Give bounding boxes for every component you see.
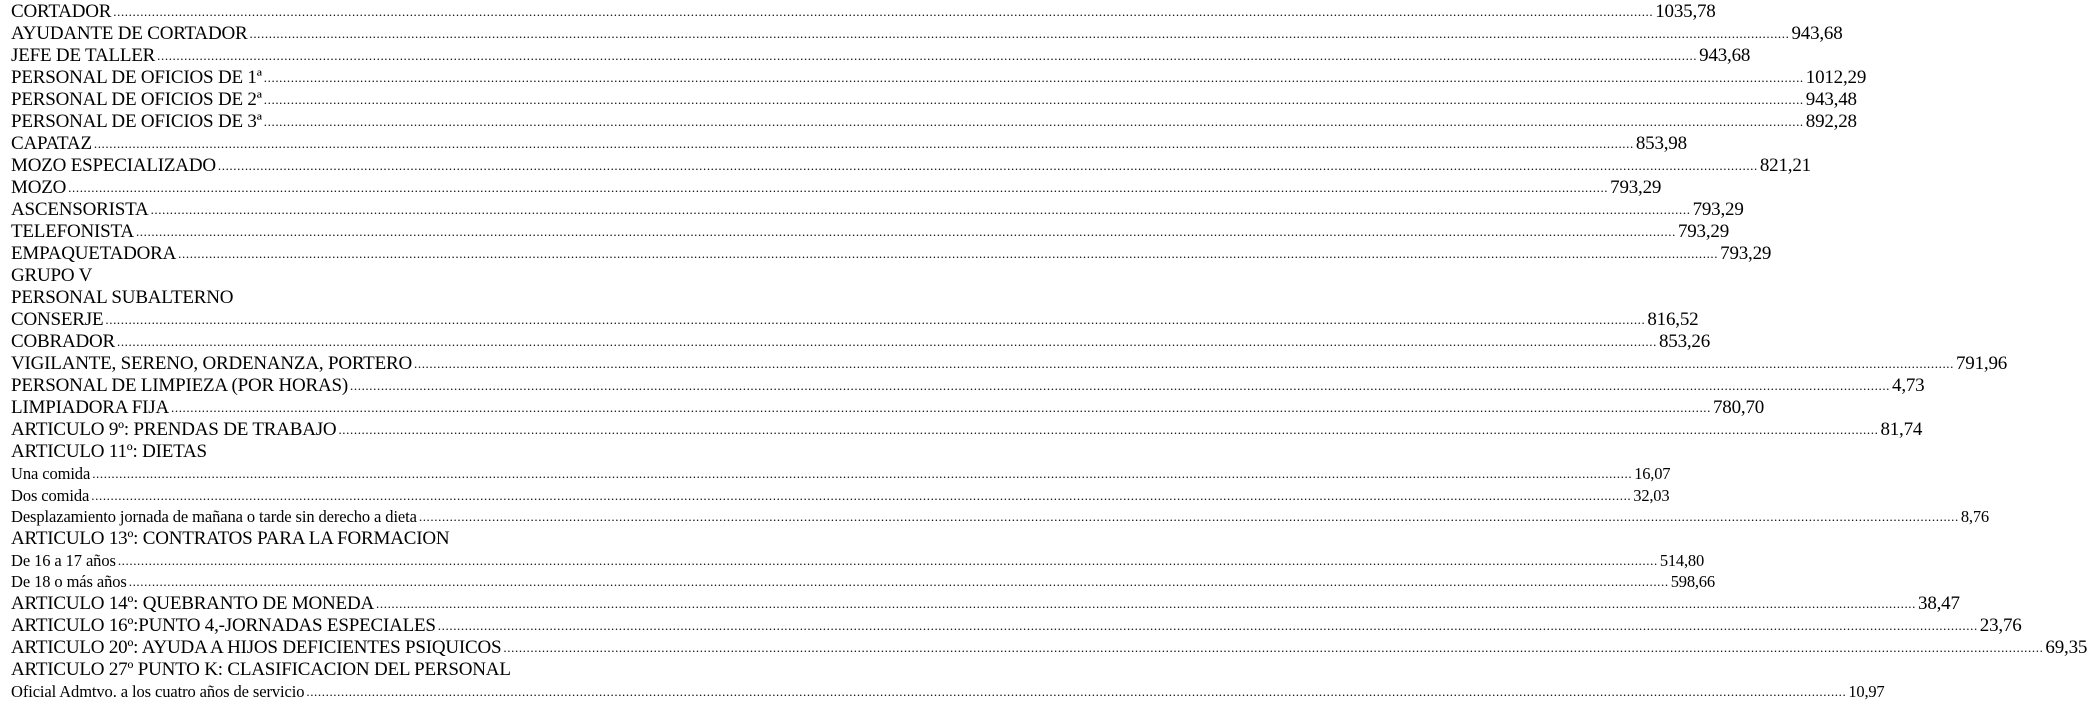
dot-leader: ................................................................................................................................................................................................................................................................................................................................................................................................................ xyxy=(92,466,1633,481)
section-heading xyxy=(11,265,645,287)
dot-leader: ................................................................................................................................................................................................................................................................................................................................................................................................................ xyxy=(150,202,1691,217)
dot-leader: ................................................................................................................................................................................................................................................................................................................................................................................................................ xyxy=(171,400,1711,415)
row-value: 1012,29 xyxy=(1805,67,1867,88)
dot-leader: ................................................................................................................................................................................................................................................................................................................................................................................................................ xyxy=(338,422,1879,437)
row-value: 1035,78 xyxy=(1655,1,1716,22)
row-label: ARTICULO 9º: PRENDAS DE TRABAJO xyxy=(11,419,337,440)
row-label: Desplazamiento jornada de mañana o tarde sin derecho a dieta xyxy=(11,507,417,527)
row-label: ARTICULO 20º: AYUDA A HIJOS DEFICIENTES PSIQUICOS xyxy=(11,636,502,658)
section-heading xyxy=(11,659,645,681)
row-label: PERSONAL DE OFICIOS DE 1ª xyxy=(11,67,262,88)
row-label: ARTICULO 16º:PUNTO 4,-JORNADAS ESPECIALES xyxy=(11,614,436,636)
row-value: 514,80 xyxy=(1659,550,1704,570)
row-label: ARTICULO 11º: DIETAS xyxy=(11,441,207,462)
row-label: COBRADOR xyxy=(11,331,115,352)
row-value: 23,76 xyxy=(1979,614,2022,636)
row-label: ARTICULO 13º: CONTRATOS PARA LA FORMACION xyxy=(11,527,450,549)
section-heading xyxy=(11,528,645,550)
row-label: De 18 o más años xyxy=(11,572,127,592)
dot-leader: ................................................................................................................................................................................................................................................................................................................................................................................................................ xyxy=(135,224,1676,239)
row-label: MOZO ESPECIALIZADO xyxy=(11,155,216,176)
dot-leader: ................................................................................................................................................................................................................................................................................................................................................................................................................ xyxy=(113,4,1654,19)
row-value: 793,29 xyxy=(1692,199,1744,220)
row-value: 892,28 xyxy=(1805,111,1857,132)
row-value: 821,21 xyxy=(1759,155,1811,176)
row-value: 793,29 xyxy=(1610,177,1662,198)
section-heading xyxy=(11,287,645,309)
table-row xyxy=(11,571,1715,593)
row-label: ARTICULO 27º PUNTO K: CLASIFICACION DEL PERSONAL xyxy=(11,658,511,680)
dot-leader: ................................................................................................................................................................................................................................................................................................................................................................................................................ xyxy=(376,595,1917,611)
table-row xyxy=(11,199,1744,221)
dot-leader: ................................................................................................................................................................................................................................................................................................................................................................................................................ xyxy=(263,114,1804,129)
row-value: 816,52 xyxy=(1647,309,1699,330)
row-value: 598,66 xyxy=(1670,572,1715,592)
dot-leader: ................................................................................................................................................................................................................................................................................................................................................................................................................ xyxy=(117,552,1658,568)
row-value: 943,68 xyxy=(1791,23,1843,44)
row-label: VIGILANTE, SERENO, ORDENANZA, PORTERO xyxy=(11,353,412,374)
table-row xyxy=(11,419,1923,441)
table-row xyxy=(11,681,1885,703)
row-label: PERSONAL DE OFICIOS DE 3ª xyxy=(11,111,262,132)
table-row xyxy=(11,1,1716,23)
row-label: MOZO xyxy=(11,177,67,198)
row-label: ARTICULO 14º: QUEBRANTO DE MONEDA xyxy=(11,592,375,614)
row-label: CONSERJE xyxy=(11,309,104,330)
table-row xyxy=(11,221,1729,243)
table-row xyxy=(11,636,2087,659)
row-label: ASCENSORISTA xyxy=(11,199,149,220)
row-value: 853,26 xyxy=(1658,331,1711,352)
row-label: De 16 a 17 años xyxy=(11,550,116,570)
table-row xyxy=(11,309,1699,331)
row-value: 793,29 xyxy=(1720,243,1772,264)
table-row xyxy=(11,89,1857,111)
row-value: 32,03 xyxy=(1633,485,1670,505)
dot-leader: ................................................................................................................................................................................................................................................................................................................................................................................................................ xyxy=(178,246,1719,261)
dot-leader: ................................................................................................................................................................................................................................................................................................................................................................................................................ xyxy=(249,26,1790,41)
table-row xyxy=(11,614,2022,637)
row-label: JEFE DE TALLER xyxy=(11,45,156,66)
row-label: Una comida xyxy=(11,464,91,483)
dot-leader: ................................................................................................................................................................................................................................................................................................................................................................................................................ xyxy=(306,683,1847,699)
dot-leader: ................................................................................................................................................................................................................................................................................................................................................................................................................ xyxy=(414,356,1954,371)
dot-leader: ................................................................................................................................................................................................................................................................................................................................................................................................................ xyxy=(418,509,1959,525)
table-row xyxy=(11,111,1857,133)
salary-table xyxy=(11,1,2087,703)
row-label: LIMPIADORA FIJA xyxy=(11,397,169,418)
dot-leader: ................................................................................................................................................................................................................................................................................................................................................................................................................ xyxy=(350,378,1891,393)
table-row xyxy=(11,23,1843,45)
row-label: TELEFONISTA xyxy=(11,221,134,242)
table-row xyxy=(11,592,1960,615)
row-value: 853,98 xyxy=(1635,133,1687,154)
dot-leader: ................................................................................................................................................................................................................................................................................................................................................................................................................ xyxy=(68,180,1609,195)
row-label: PERSONAL SUBALTERNO xyxy=(11,287,234,308)
row-label: PERSONAL DE LIMPIEZA (POR HORAS) xyxy=(11,375,349,396)
row-label: PERSONAL DE OFICIOS DE 2ª xyxy=(11,89,262,110)
table-row xyxy=(11,331,1711,353)
dot-leader: ................................................................................................................................................................................................................................................................................................................................................................................................................ xyxy=(263,70,1804,85)
dot-leader: ................................................................................................................................................................................................................................................................................................................................................................................................................ xyxy=(437,617,1978,633)
dot-leader: ................................................................................................................................................................................................................................................................................................................................................................................................................ xyxy=(503,639,2044,655)
dot-leader: ................................................................................................................................................................................................................................................................................................................................................................................................................ xyxy=(93,136,1634,151)
row-value: 793,29 xyxy=(1677,221,1729,242)
row-value: 10,97 xyxy=(1848,681,1885,701)
row-value: 780,70 xyxy=(1713,397,1765,418)
table-row xyxy=(11,550,1704,572)
dot-leader: ................................................................................................................................................................................................................................................................................................................................................................................................................ xyxy=(217,158,1758,173)
row-label: AYUDANTE DE CORTADOR xyxy=(11,23,248,44)
table-row xyxy=(11,375,1925,397)
row-label: CORTADOR xyxy=(11,1,112,22)
dot-leader: ................................................................................................................................................................................................................................................................................................................................................................................................................ xyxy=(116,334,1657,349)
table-row xyxy=(11,133,1687,155)
dot-leader: ................................................................................................................................................................................................................................................................................................................................................................................................................ xyxy=(263,92,1804,107)
row-label: GRUPO V xyxy=(11,265,93,286)
table-row xyxy=(11,45,1751,67)
table-row xyxy=(11,397,1765,419)
dot-leader: ................................................................................................................................................................................................................................................................................................................................................................................................................ xyxy=(105,312,1646,327)
table-row xyxy=(11,177,1662,199)
table-row xyxy=(11,67,1867,89)
row-value: 81,74 xyxy=(1880,419,1923,440)
dot-leader: ................................................................................................................................................................................................................................................................................................................................................................................................................ xyxy=(91,487,1632,503)
row-value: 69,35 xyxy=(2045,636,2087,658)
table-row xyxy=(11,506,1989,528)
row-value: 38,47 xyxy=(1918,592,1960,614)
table-row xyxy=(11,463,1671,485)
dot-leader: ................................................................................................................................................................................................................................................................................................................................................................................................................ xyxy=(128,574,1669,590)
row-label: Dos comida xyxy=(11,485,90,505)
row-value: 4,73 xyxy=(1892,375,1925,396)
table-row xyxy=(11,243,1772,265)
table-row xyxy=(11,155,1811,177)
row-label: Oficial Admtvo. a los cuatro años de servicio xyxy=(11,681,305,701)
row-value: 16,07 xyxy=(1634,464,1671,483)
row-value: 8,76 xyxy=(1960,507,1989,527)
row-value: 791,96 xyxy=(1956,353,2008,374)
table-row xyxy=(11,353,2008,375)
row-value: 943,68 xyxy=(1699,45,1751,66)
row-value: 943,48 xyxy=(1805,89,1857,110)
table-row xyxy=(11,485,1670,507)
section-heading xyxy=(11,441,645,463)
dot-leader: ................................................................................................................................................................................................................................................................................................................................................................................................................ xyxy=(157,48,1698,63)
row-label: CAPATAZ xyxy=(11,133,92,154)
row-label: EMPAQUETADORA xyxy=(11,243,177,264)
